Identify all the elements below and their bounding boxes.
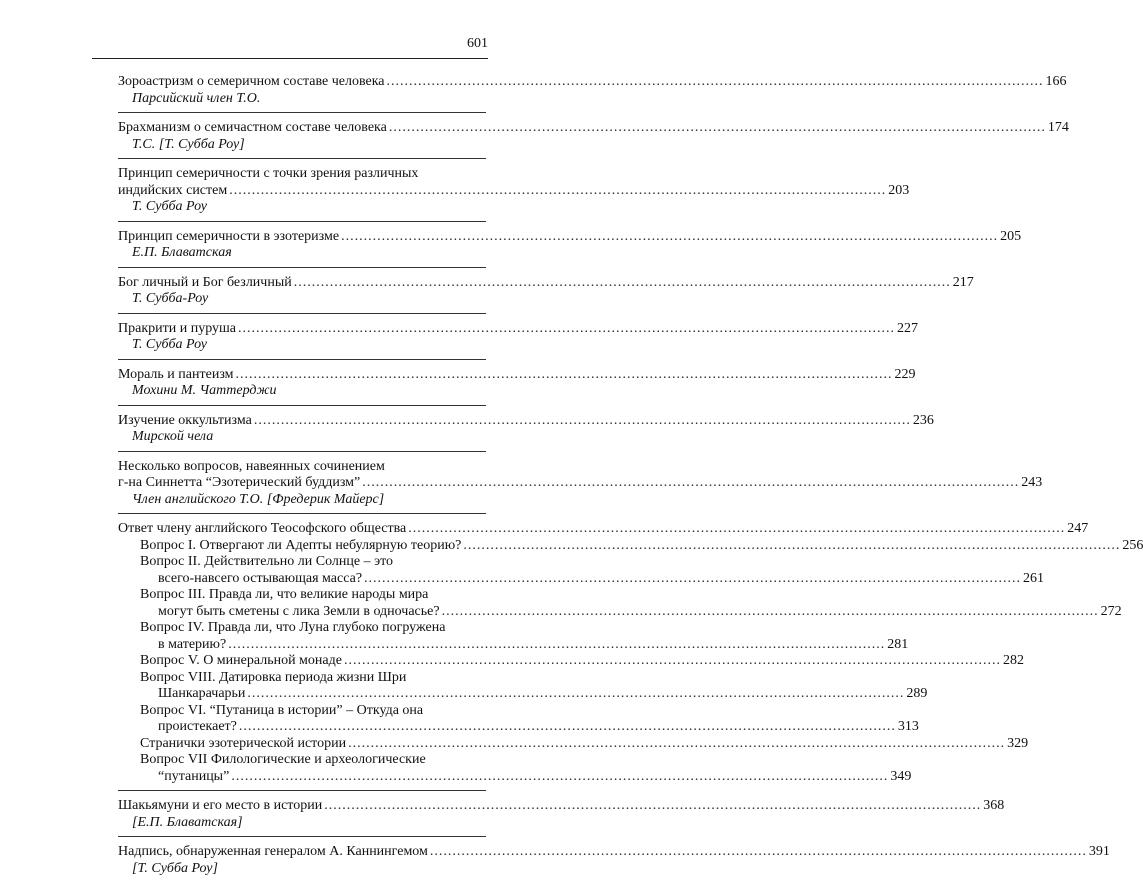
sub-entry-title: Вопрос III. Правда ли, что великие народы мира — [140, 587, 429, 602]
entry-title: Ответ члену английского Теософского общества — [118, 521, 407, 536]
entry-title-cont: г-на Синнетта “Эзотерический буддизм” — [118, 475, 361, 490]
sub-entry-page: 282 — [1002, 653, 1024, 668]
sub-entry-title: Вопрос VIII. Датировка периода жизни Шри — [140, 669, 407, 685]
toc-entry — [118, 458, 1043, 515]
table-of-contents — [118, 74, 1143, 889]
toc-entry — [118, 274, 974, 314]
dot-leader — [247, 686, 904, 703]
entry-title: Принцип семеричности в эзотеризме — [118, 228, 340, 244]
dot-leader — [442, 604, 1099, 621]
dot-leader — [294, 275, 951, 292]
toc-entry — [118, 74, 1067, 113]
sub-entries — [118, 537, 1143, 786]
entry-author: Е.П. Блаватская — [132, 245, 232, 260]
sub-entry-title-cont: в материю? — [158, 636, 227, 652]
sub-entry-title-cont: проистекает? — [158, 719, 237, 734]
entry-author: Парсийский член Т.О. — [132, 90, 261, 106]
sub-entry-page: 272 — [1100, 603, 1122, 619]
sub-entry-page: 313 — [897, 719, 919, 734]
dot-leader — [341, 229, 998, 246]
toc-entry — [118, 798, 1005, 837]
entry-author: [Е.П. Блаватская] — [132, 814, 243, 830]
entry-title: Шакьямуни и его место в истории — [118, 798, 323, 813]
dot-leader — [430, 844, 1087, 861]
dot-leader — [364, 571, 1021, 588]
entry-author: Мохини М. Чаттерджи — [132, 383, 277, 398]
toc-entry — [118, 120, 1069, 159]
dot-leader — [239, 719, 896, 736]
dot-leader — [231, 769, 888, 786]
sub-entry-page: 329 — [1007, 735, 1029, 751]
sub-entry-title: Вопрос II. Действительно ли Солнце – это — [140, 554, 394, 569]
entry-title: Мораль и пантеизм — [118, 366, 234, 382]
toc-entry — [118, 412, 934, 452]
sub-entry-title: Вопрос VII Филологические и археологические — [140, 752, 426, 767]
entry-author: Т. Субба-Роу — [132, 291, 209, 306]
entry-page: 368 — [983, 798, 1005, 813]
sub-entry-title: Странички эзотерической истории — [140, 735, 347, 751]
dot-leader — [389, 120, 1046, 137]
dot-leader — [408, 521, 1065, 538]
toc-entry — [118, 521, 1143, 791]
entry-title: Бог личный и Бог безличный — [118, 274, 292, 290]
dot-leader — [236, 367, 893, 384]
entry-title: Надпись, обнаруженная генералом А. Каннингемом — [118, 844, 428, 859]
sub-entry-title: Вопрос I. Отвергают ли Адепты небулярную теорию? — [140, 537, 462, 553]
entry-page: 391 — [1088, 844, 1110, 859]
sub-entry-title-cont: Шанкарачарьи — [158, 686, 246, 701]
toc-entry — [118, 228, 1022, 268]
toc-entry — [118, 366, 916, 406]
entry-title-cont: индийских систем — [118, 182, 228, 198]
toc-entry — [118, 320, 919, 360]
entry-title: Пракрити и пуруша — [118, 320, 237, 336]
entry-author: Т.С. [Т. Субба Роу] — [132, 136, 245, 152]
entry-author: Т. Субба Роу — [132, 199, 208, 214]
entry-title: Зороастризм о семеричном составе человека — [118, 74, 385, 89]
entry-page: 203 — [888, 182, 910, 198]
dot-leader — [324, 798, 981, 815]
entry-page: 247 — [1067, 521, 1089, 536]
entry-page: 174 — [1047, 120, 1069, 135]
sub-entry-page: 261 — [1023, 570, 1045, 586]
sub-entry-title: Вопрос IV. Правда ли, что Луна глубоко погружена — [140, 620, 446, 635]
entry-author: Т. Субба Роу — [132, 337, 208, 352]
sub-entry-title-cont: всего-навсего остывающая масса? — [158, 570, 363, 586]
entry-title: Принцип семеричности с точки зрения различных — [118, 166, 419, 181]
dot-leader — [228, 637, 885, 654]
entry-page: 243 — [1021, 475, 1043, 490]
toc-entry — [118, 844, 1110, 882]
dot-leader — [463, 538, 1120, 555]
sub-entry-page: 289 — [906, 686, 928, 701]
entry-title: Брахманизм о семичастном составе человека — [118, 120, 387, 135]
dot-leader — [362, 475, 1019, 492]
entry-page: 227 — [897, 320, 919, 336]
entry-title: Изучение оккультизма — [118, 412, 252, 428]
entry-title: Несколько вопросов, навеянных сочинением — [118, 458, 385, 474]
sub-entry-page: 349 — [890, 768, 912, 784]
sub-entry-title: Вопрос V. О минеральной монаде — [140, 653, 342, 668]
entry-page: 166 — [1045, 74, 1067, 89]
sub-entry-title-cont: могут быть сметены с лика Земли в одночасье? — [158, 603, 440, 619]
entry-author: Мирской чела — [132, 429, 214, 444]
sub-entry-page: 281 — [887, 636, 909, 652]
entry-page: 205 — [1000, 228, 1022, 244]
sub-entry-title: Вопрос VI. “Путаница в истории” – Откуда она — [140, 702, 424, 718]
dot-leader — [387, 74, 1044, 91]
toc-entry — [118, 166, 910, 222]
entry-page: 229 — [894, 366, 916, 382]
dot-leader — [344, 653, 1001, 670]
header-rule — [92, 58, 488, 59]
dot-leader — [238, 321, 895, 338]
sub-entry-page: 256 — [1122, 537, 1143, 553]
entry-author: Член английского Т.О. [Фредерик Майерс] — [132, 491, 385, 507]
sub-entry-title-cont: “путаницы” — [158, 768, 230, 784]
dot-leader — [254, 413, 911, 430]
entry-page: 236 — [912, 412, 934, 428]
entry-page: 217 — [952, 274, 974, 290]
page-number: 601 — [467, 36, 488, 51]
dot-leader — [229, 183, 886, 200]
dot-leader — [348, 736, 1005, 753]
entry-author: [Т. Субба Роу] — [132, 860, 218, 876]
